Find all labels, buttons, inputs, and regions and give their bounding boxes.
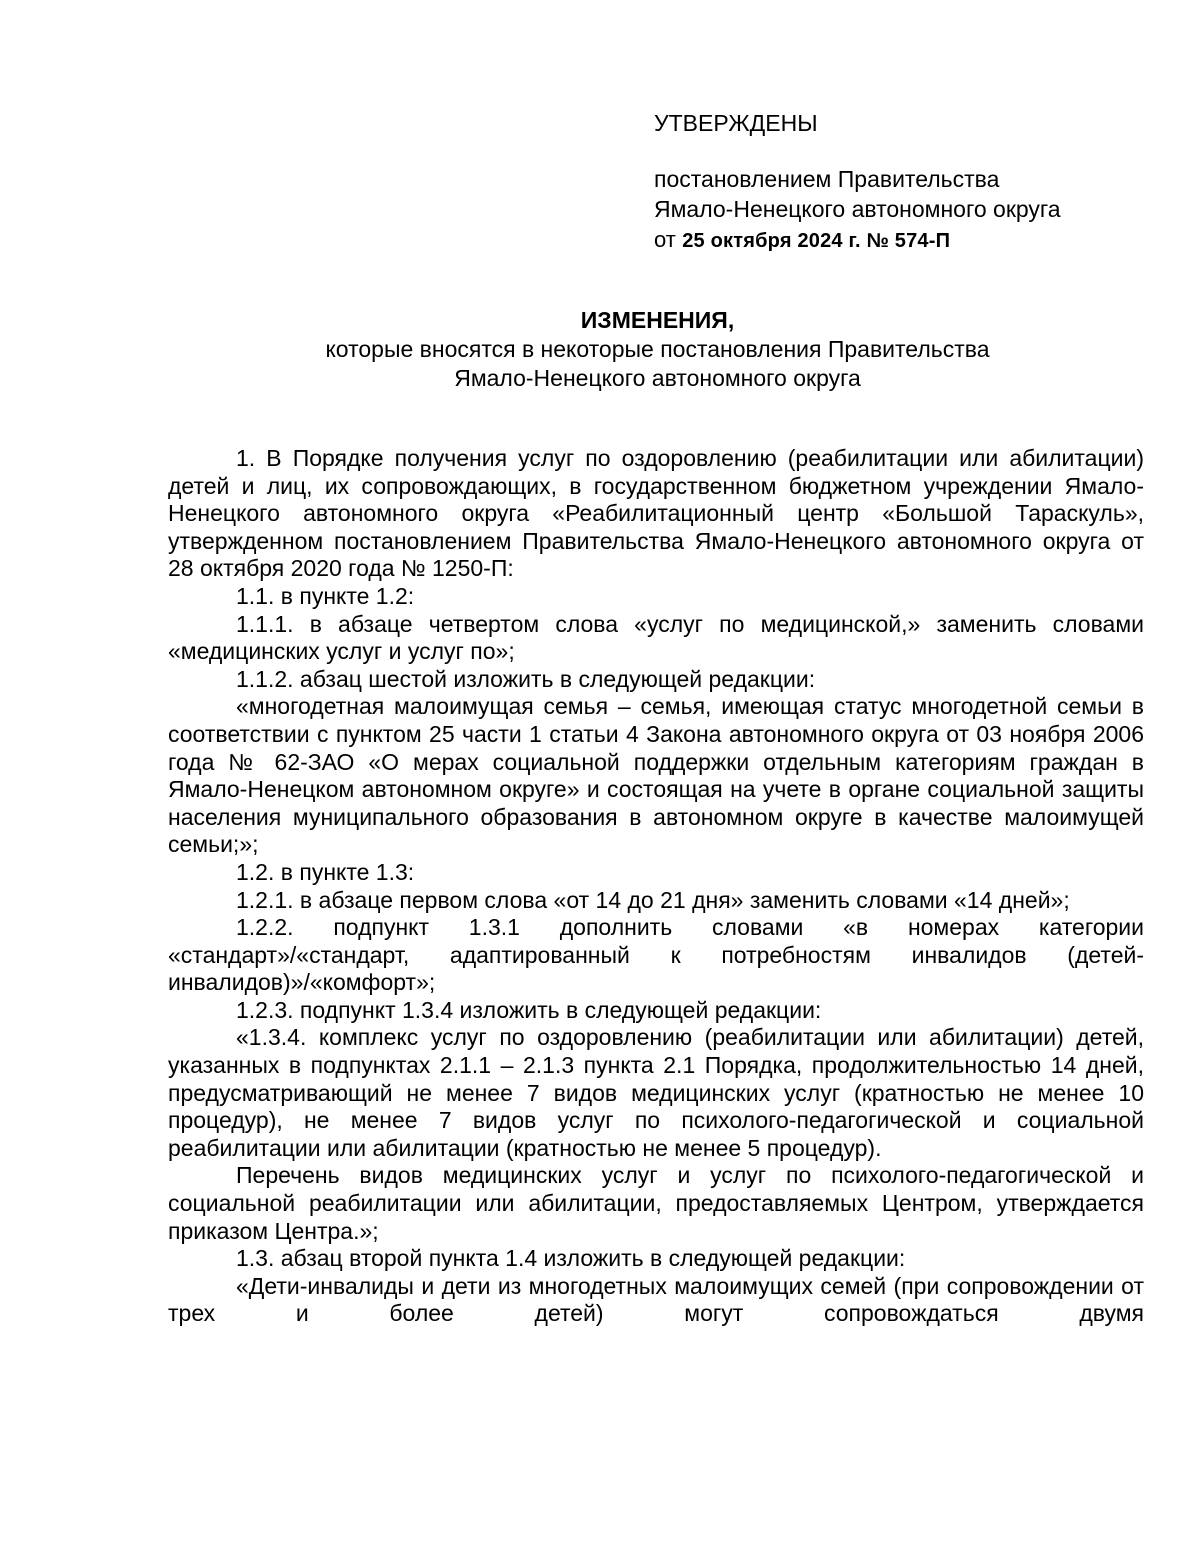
paragraph-services-list: Перечень видов медицинских услуг и услуг по психолого-педагогической и социальной реабилитации или абилитации, предоставляемых Центром, утверждается приказом Центра.»; bbox=[168, 1162, 1144, 1244]
document-heading bbox=[170, 306, 1145, 393]
paragraph-1: 1. В Порядке получения услуг по оздоровлению (реабилитации или абилитации) детей и лиц, их сопровождающих, в государственном бюджетном учреждении Ямало-Ненецкого автономного округа «Реабилитационный центр «Большой Тараскуль», утвержденном постановлением Правительства Ямало-Ненецкого автономного округа от 28 октября 2020 года № 1250-П: bbox=[168, 445, 1144, 582]
paragraph-1-1-1: 1.1.1. в абзаце четвертом слова «услуг по медицинской,» заменить словами «медицинских услуг и услуг по»; bbox=[168, 610, 1144, 665]
paragraph-1-2-2: 1.2.2. подпункт 1.3.1 дополнить словами «в номерах категории «стандарт»/«стандарт, адаптированный к потребностям инвалидов (детей-инвалидов)»/«комфорт»; bbox=[168, 914, 1144, 996]
paragraph-1-1-2: 1.1.2. абзац шестой изложить в следующей редакции: bbox=[236, 665, 816, 692]
paragraph-1-2-3: 1.2.3. подпункт 1.3.4 изложить в следующей редакции: bbox=[236, 996, 822, 1023]
paragraph-quote-family: «многодетная малоимущая семья – семья, имеющая статус многодетной семьи в соответствии с пунктом 25 части 1 статьи 4 Закона автономного округа от 03 ноября 2006 года № 62-ЗАО «О мерах социальной поддержки отдельным категориям граждан в Ямало-Ненецком автономном округе» и состоящая на учете в органе социальной защиты населения муниципального образования в автономном округе в качестве малоимущей семьи;»; bbox=[168, 693, 1144, 858]
approval-block bbox=[654, 108, 1154, 256]
paragraph-1-3: 1.3. абзац второй пункта 1.4 изложить в следующей редакции: bbox=[236, 1245, 906, 1272]
document-body bbox=[168, 445, 1144, 1328]
paragraph-quote-1-3-4: «1.3.4. комплекс услуг по оздоровлению (реабилитации или абилитации) детей, указанных в подпунктах 2.1.1 – 2.1.3 пункта 2.1 Порядка, продолжительностью 14 дней, предусматривающий не менее 7 видов медицинских услуг (кратностью не менее 10 процедур), не менее 7 видов услуг по психолого-педагогической и социальной реабилитации или абилитации (кратностью не менее 5 процедур). bbox=[168, 1024, 1144, 1161]
approval-date-prefix: от bbox=[654, 227, 676, 252]
approval-line-2: Ямало-Ненецкого автономного округа bbox=[654, 196, 1061, 222]
paragraph-1-1: 1.1. в пункте 1.2: bbox=[236, 582, 415, 609]
approval-title: УТВЕРЖДЕНЫ bbox=[654, 110, 818, 136]
approval-date-line bbox=[654, 224, 1154, 256]
heading-subtitle-line-2: Ямало-Ненецкого автономного округа bbox=[454, 365, 861, 391]
approval-date-value: 25 октября 2024 г. № 574-П bbox=[682, 230, 951, 252]
approval-line-1: постановлением Правительства bbox=[654, 166, 1000, 192]
heading-subtitle-line-1: которые вносятся в некоторые постановления Правительства bbox=[325, 336, 990, 362]
paragraph-1-2-1: 1.2.1. в абзаце первом слова «от 14 до 21 дня» заменить словами «14 дней»; bbox=[236, 886, 1070, 913]
heading-title: ИЗМЕНЕНИЯ, bbox=[580, 307, 735, 333]
paragraph-quote-children: «Дети-инвалиды и дети из многодетных малоимущих семей (при сопровождении от трех и более детей) могут сопровождаться двумя bbox=[168, 1272, 1144, 1327]
paragraph-1-2: 1.2. в пункте 1.3: bbox=[236, 858, 415, 885]
